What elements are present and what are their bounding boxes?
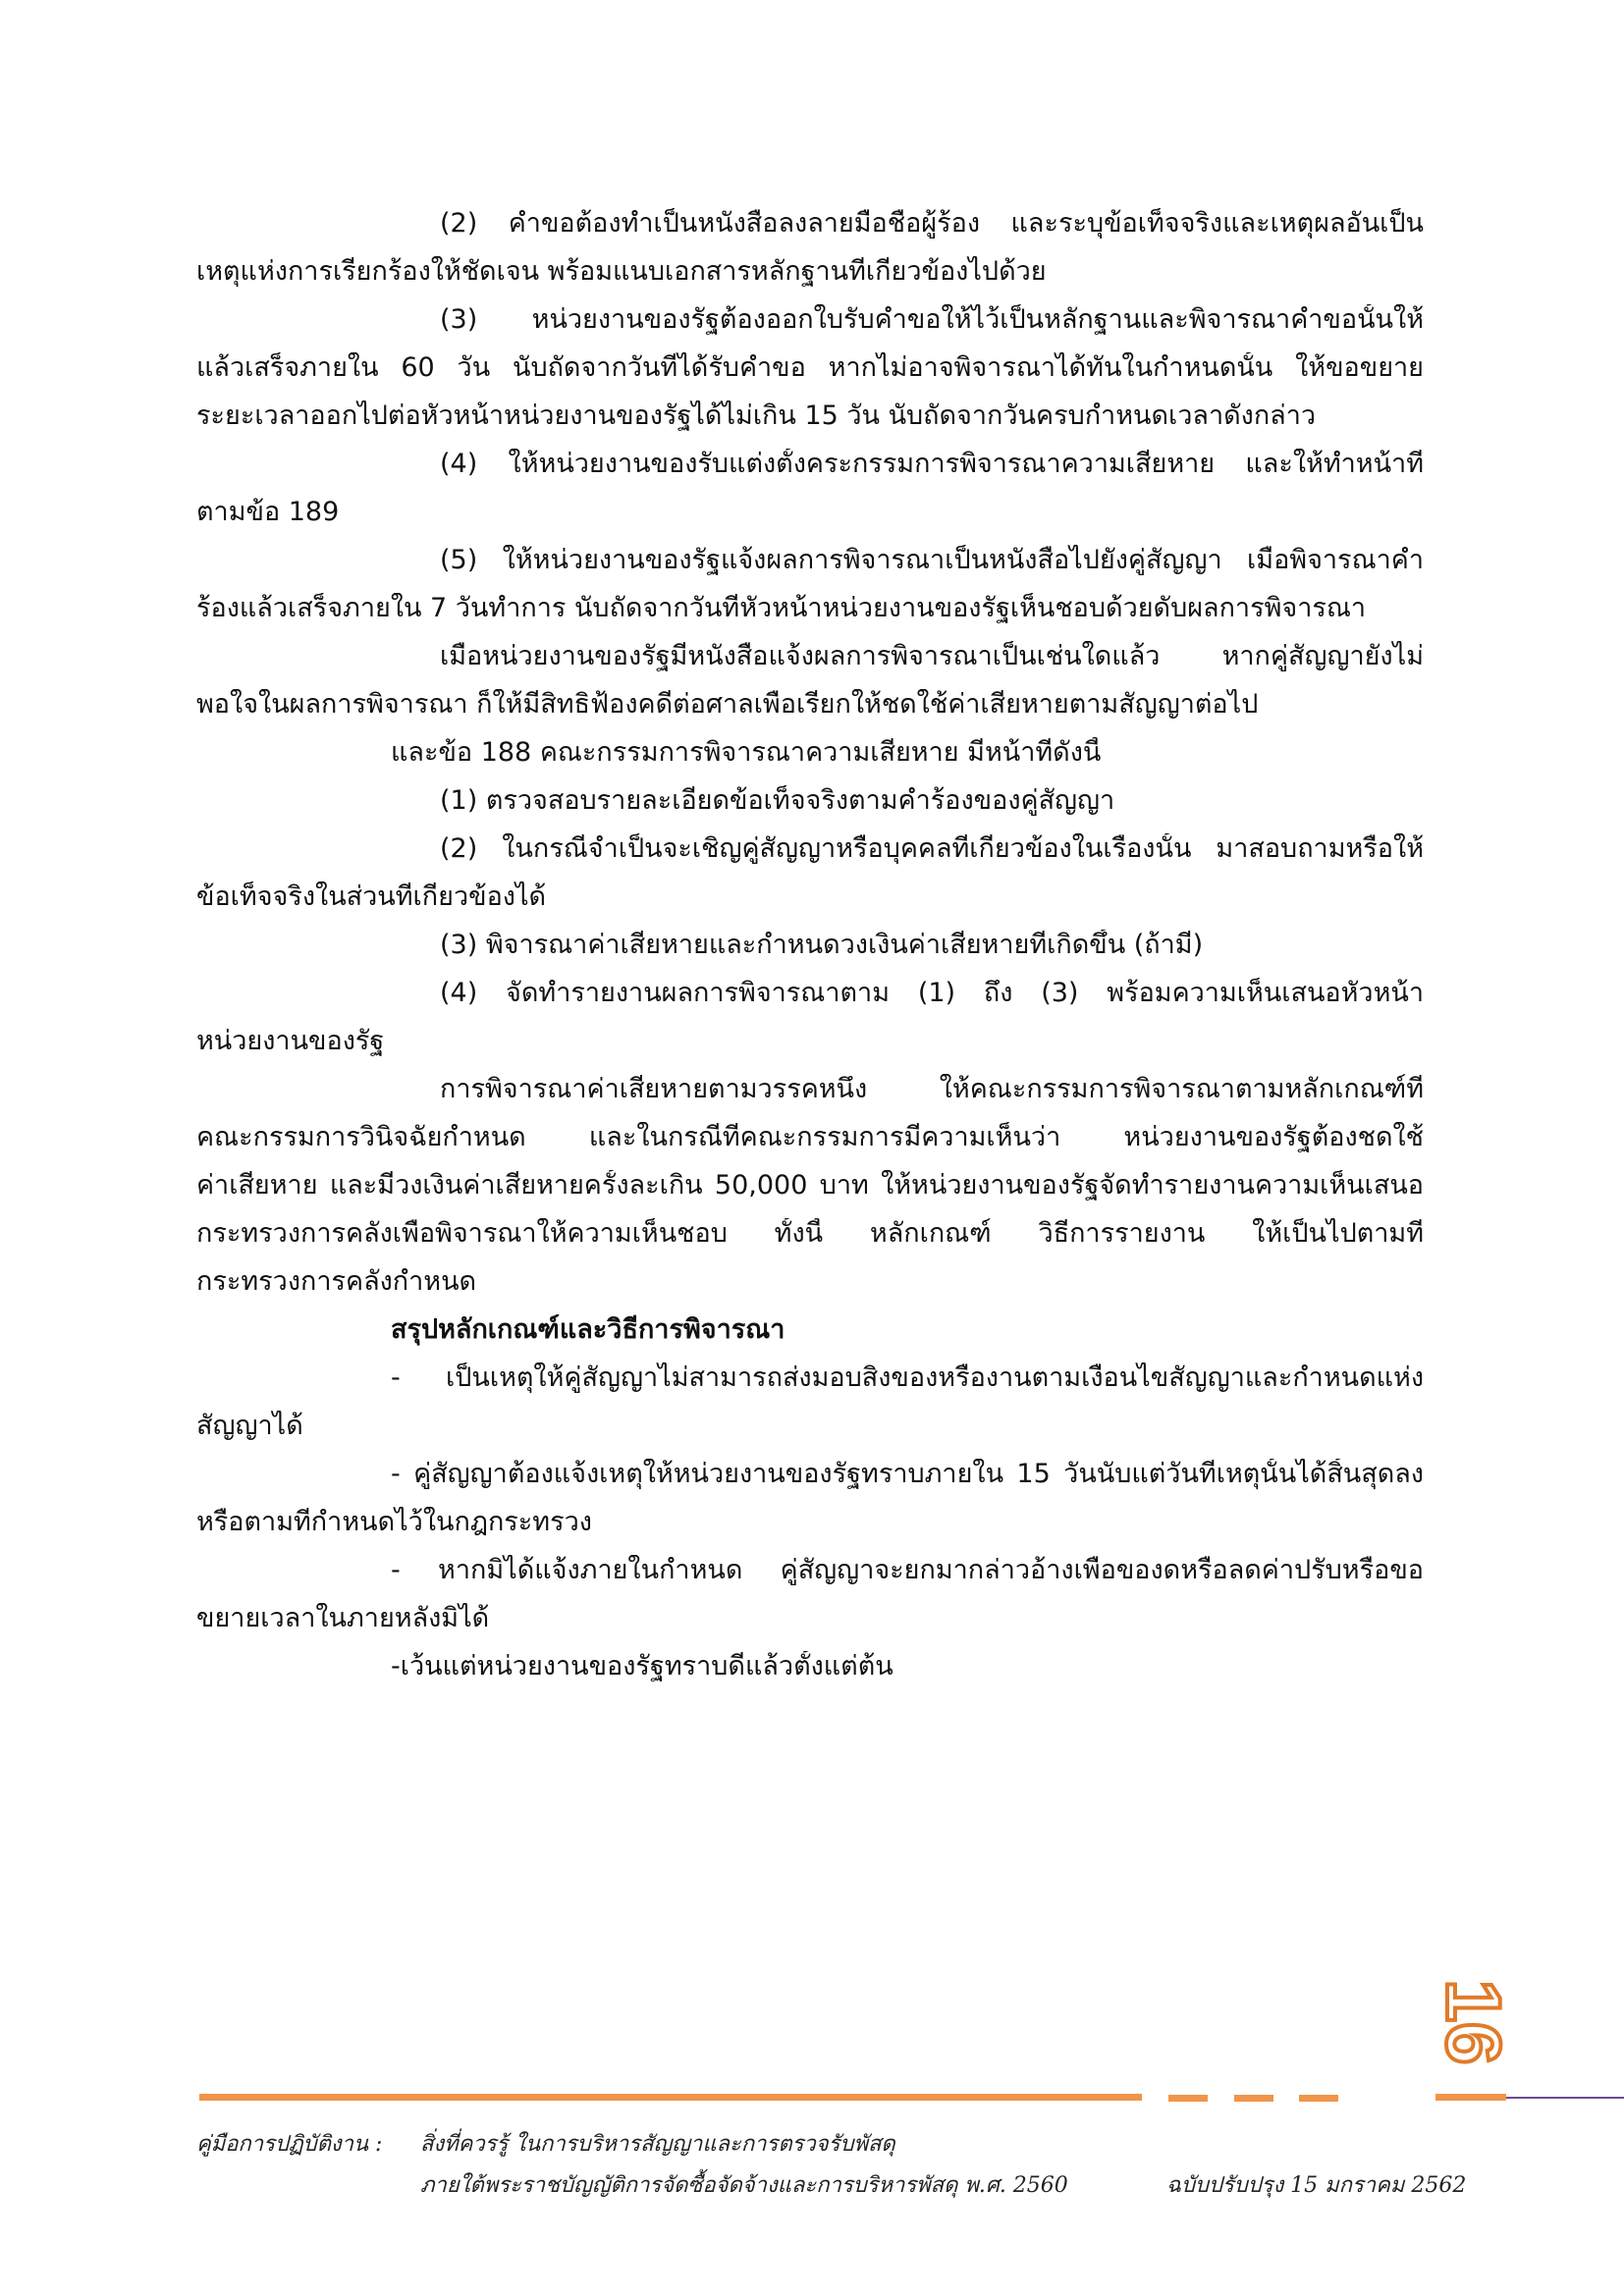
paragraph-line: - คู่สัญญาต้องแจ้งเหตุให้หน่วยงานของรัฐทราบภายใน 15 วันนับแต่วันที่เหตุนั้นได้สิ้นสุดลง: [391, 1459, 1424, 1489]
paragraph-line: (3) พิจารณาค่าเสียหายและกำหนดวงเงินค่าเสียหายที่เกิดขึ้น (ถ้ามี): [440, 930, 1204, 960]
paragraph-line: ขยายเวลาในภายหลังมิได้: [196, 1603, 490, 1633]
document-body: [196, 208, 1424, 1699]
paragraph-line: (3) หน่วยงานของรัฐต้องออกใบรับคำขอให้ไว้เป็นหลักฐานและพิจารณาคำขอนั้นให้: [440, 304, 1424, 335]
paragraph-line: (4) ให้หน่วยงานของรับแต่งตั้งคระกรรมการพิจารณาความเสียหาย และให้ทำหน้าที่: [440, 449, 1424, 479]
footer-title-line2: ภายใต้พระราชบัญญัติการจัดซื้อจัดจ้างและการบริหารพัสดุ พ.ศ. 2560: [420, 2173, 1068, 2198]
paragraph-line: - เป็นเหตุให้คู่สัญญาไม่สามารถส่งมอบสิ่งของหรืองานตามเงื่อนไขสัญญาและกำหนดแห่ง: [391, 1362, 1424, 1393]
paragraph-line: -เว้นแต่หน่วยงานของรัฐทราบดีแล้วตั้งแต่ต้น: [391, 1651, 893, 1682]
paragraph-line: คณะกรรมการวินิจฉัยกำหนด และในกรณีที่คณะกรรมการมีความเห็นว่า หน่วยงานของรัฐต้องชดใช้: [196, 1122, 1424, 1152]
footer-label: คู่มือการปฏิบัติงาน :: [196, 2132, 383, 2157]
paragraph-line: (1) ตรวจสอบรายละเอียดข้อเท็จจริงตามคำร้องของคู่สัญญา: [440, 785, 1115, 816]
paragraph-line: ตามข้อ 189: [196, 497, 340, 527]
footer-dash-4: [1435, 2094, 1506, 2101]
paragraph-line: พอใจในผลการพิจารณา ก็ให้มีสิทธิฟ้องคดีต่อศาลเพื่อเรียกให้ชดใช้ค่าเสียหายตามสัญญาต่อไป: [196, 689, 1259, 720]
paragraph-line: และข้อ 188 คณะกรรมการพิจารณาความเสียหาย มีหน้าที่ดังนี้: [391, 737, 1102, 768]
paragraph-line: (2) คำขอต้องทำเป็นหนังสือลงลายมือชื่อผู้ร้อง และระบุข้อเท็จจริงและเหตุผลอันเป็น: [440, 208, 1424, 239]
paragraph-line: ร้องแล้วเสร็จภายใน 7 วันทำการ นับถัดจากวันที่หัวหน้าหน่วยงานของรัฐเห็นชอบด้วยดับผลการพิจารณา: [196, 593, 1367, 623]
paragraph-line: กระทรวงการคลังกำหนด: [196, 1266, 477, 1297]
paragraph-line: ข้อเท็จจริงในส่วนที่เกี่ยวข้องได้: [196, 881, 547, 912]
section-heading: สรุปหลักเกณฑ์และวิธีการพิจารณา: [391, 1314, 785, 1345]
footer-dash-3: [1299, 2095, 1338, 2102]
page-number: 16: [1431, 1979, 1517, 2065]
paragraph-line: หรือตามที่กำหนดไว้ในกฎกระทรวง: [196, 1507, 592, 1537]
paragraph-line: สัญญาได้: [196, 1411, 303, 1441]
paragraph-line: ค่าเสียหาย และมีวงเงินค่าเสียหายครั้งละเกิน 50,000 บาท ให้หน่วยงานของรัฐจัดทำรายงานความเห็นเสนอ: [196, 1170, 1424, 1201]
footer-title-line1: สิ่งที่ควรรู้ ในการบริหารสัญญาและการตรวจรับพัสดุ: [420, 2132, 895, 2157]
paragraph-line: ระยะเวลาออกไปต่อหัวหน้าหน่วยงานของรัฐได้ไม่เกิน 15 วัน นับถัดจากวันครบกำหนดเวลาดังกล่าว: [196, 400, 1317, 431]
footer-purple-line: [1506, 2097, 1624, 2099]
paragraph-line: - หากมิได้แจ้งภายในกำหนด คู่สัญญาจะยกมากล่าวอ้างเพื่อของดหรือลดค่าปรับหรือขอ: [391, 1555, 1424, 1585]
paragraph-line: การพิจารณาค่าเสียหายตามวรรคหนึ่ง ให้คณะกรรมการพิจารณาตามหลักเกณฑ์ที่: [440, 1074, 1424, 1104]
paragraph-line: หน่วยงานของรัฐ: [196, 1026, 385, 1056]
footer-orange-line: [199, 2094, 1142, 2101]
paragraph-line: (4) จัดทำรายงานผลการพิจารณาตาม (1) ถึง (3) พร้อมความเห็นเสนอหัวหน้า: [440, 978, 1424, 1008]
footer-revision: ฉบับปรับปรุง 15 มกราคม 2562: [1166, 2173, 1467, 2198]
paragraph-line: เหตุแห่งการเรียกร้องให้ชัดเจน พร้อมแนบเอกสารหลักฐานที่เกี่ยวข้องไปด้วย: [196, 256, 1047, 287]
footer-dash-2: [1234, 2095, 1273, 2102]
paragraph-line: (5) ให้หน่วยงานของรัฐแจ้งผลการพิจารณาเป็นหนังสือไปยังคู่สัญญา เมื่อพิจารณาคำ: [440, 545, 1424, 575]
footer-dash-1: [1168, 2095, 1208, 2102]
paragraph-line: กระทรวงการคลังเพื่อพิจารณาให้ความเห็นชอบ ทั้งนี้ หลักเกณฑ์ วิธีการรายงาน ให้เป็นไปตามที่: [196, 1218, 1424, 1249]
paragraph-line: แล้วเสร็จภายใน 60 วัน นับถัดจากวันที่ได้รับคำขอ หากไม่อาจพิจารณาได้ทันในกำหนดนั้น ให้ขอขยาย: [196, 352, 1424, 383]
paragraph-line: เมื่อหน่วยงานของรัฐมีหนังสือแจ้งผลการพิจารณาเป็นเช่นใดแล้ว หากคู่สัญญายังไม่: [440, 641, 1424, 671]
paragraph-line: (2) ในกรณีจำเป็นจะเชิญคู่สัญญาหรือบุคคลที่เกี่ยวข้องในเรื่องนั้น มาสอบถามหรือให้: [440, 833, 1424, 864]
